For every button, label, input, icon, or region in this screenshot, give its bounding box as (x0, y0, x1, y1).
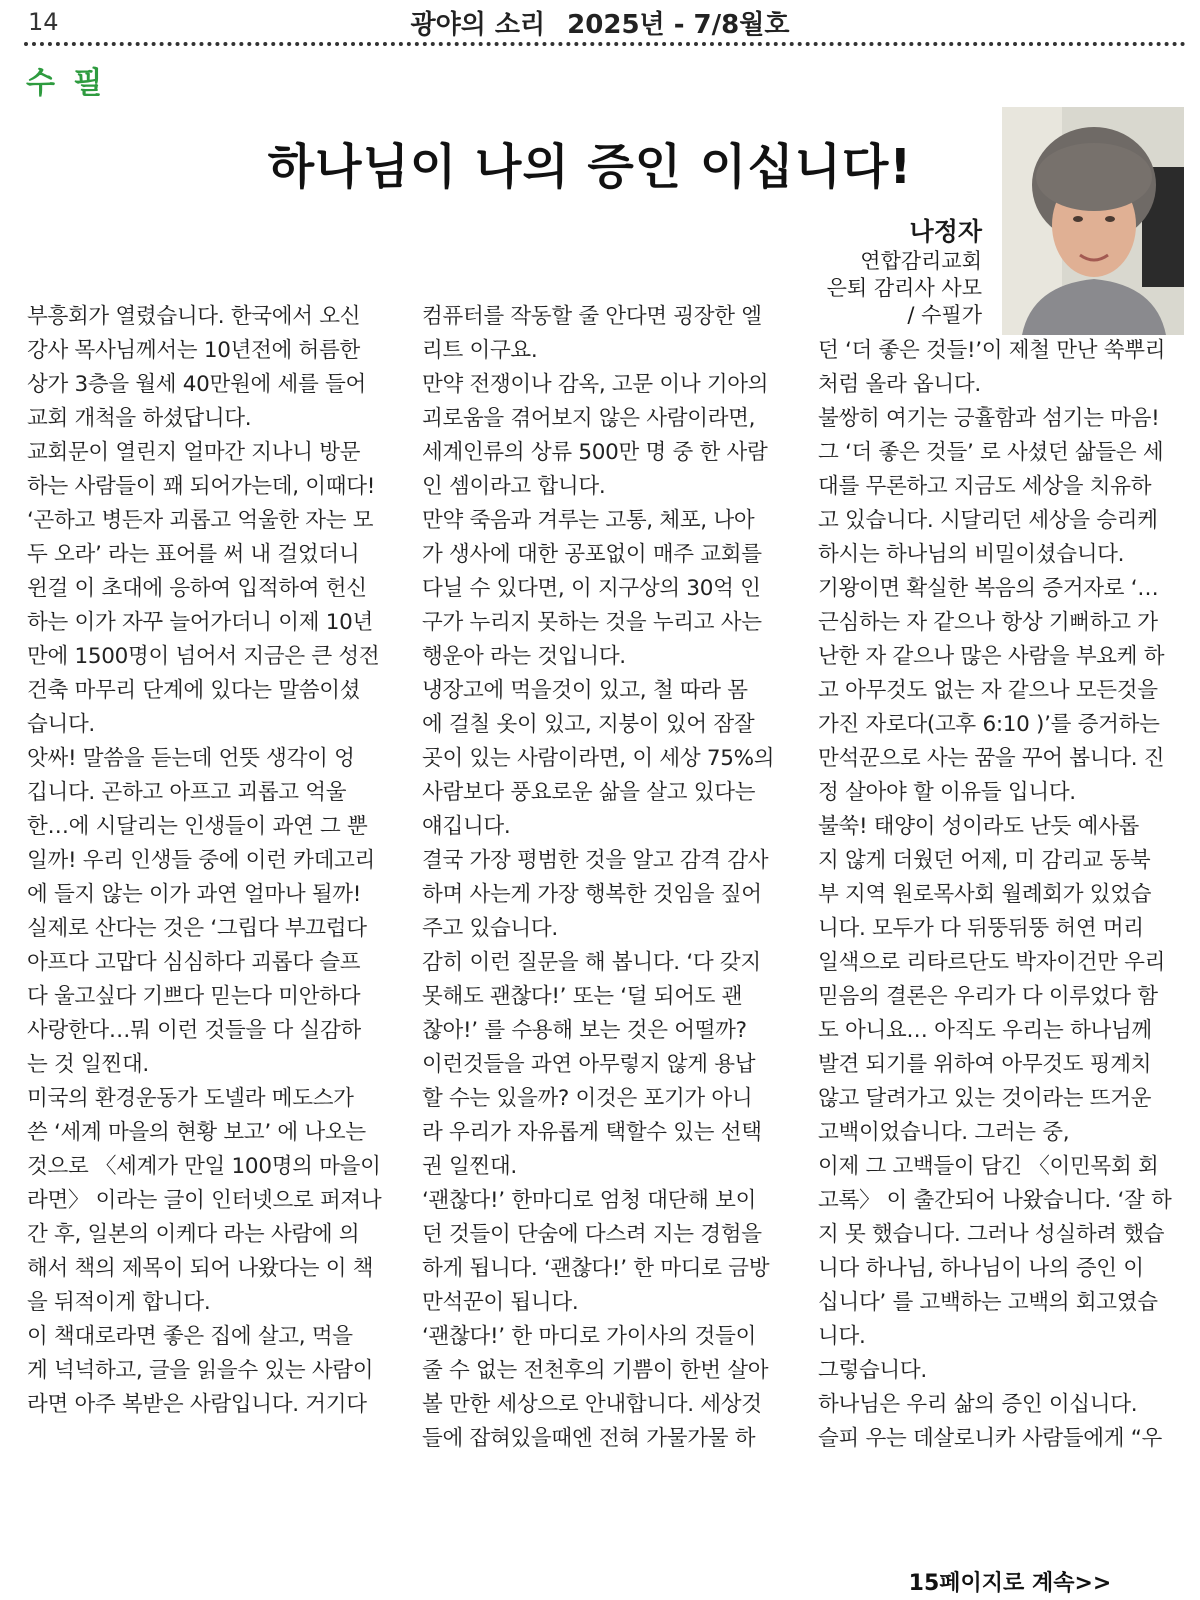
author-name: 나정자 (909, 217, 982, 246)
paragraph: 교회문이 열린지 얼마간 지나니 방문 하는 사람들이 꽤 되어가는데, 이때다! ‘곤하고 병든자 괴롭고 억울한 자는 모 두 오라’ 라는 표어를 써 내 걸었더니 윈걸 이 초대에 응하여 입적하여 헌신 하는 이가 자꾸 늘어가더니 이제 10년 만에 1500명이 넘어서 지금은 큰 성전 건축 마무리 단계에 있다는 말씀이셨 습니다. (27, 440, 380, 737)
paragraph: 컴퓨터를 작동할 줄 안다면 굉장한 엘 리트 이구요. 만약 전쟁이나 감옥, 고문 이나 기아의 괴로움을 겪어보지 않은 사람이라면, 세계인류의 상류 500만 명 중 한 사람 인 셈이라고 합니다. (422, 304, 769, 499)
paragraph: ‘괜찮다!’ 한마디로 엄청 대단해 보이 던 것들이 단숨에 다스려 지는 경험을 하게 됩니다. ‘괜찮다!’ 한 마디로 금방 만석꾼이 됩니다. ‘괜찮다!’ 한 마디로 가이사의 것들이 줄 수 없는 전천후의 기쁨이 한번 살아 볼 만한 세상으로 안내합니다. 세상것 들에 잡혀있을때엔 전혀 가물가물 하 (422, 1188, 770, 1451)
author-affiliation: 연합감리교회 (860, 249, 982, 273)
article-title: 하나님이 나의 증인 이십니다! (267, 139, 913, 195)
paragraph: 만약 죽음과 겨루는 고통, 체포, 나아 가 생사에 대한 공포없이 매주 교회를 다닐 수 있다면, 이 지구상의 30억 인 구가 누리지 못하는 것을 누리고 사는 행운아 라는 것입니다. (422, 508, 762, 669)
author-title: 은퇴 감리사 사모 (826, 276, 982, 300)
paragraph: 앗싸! 말씀을 듣는데 언뜻 생각이 엉 깁니다. 곤하고 아프고 괴롭고 억울 한…에 시달리는 인생들이 과연 그 뿐 일까! 우리 인생들 중에 이런 카데고리 에 들지 않는 이가 과연 얼마나 될까! (27, 746, 376, 907)
paragraph: 불쑥! 태양이 성이라도 난듯 예사롭 지 않게 더웠던 어제, 미 감리교 동북 부 지역 원로목사회 월례회가 있었습 니다. 모두가 다 뒤뚱뒤뚱 허연 머리 일색으로 리타르단도 박자이건만 우리 믿음의 결론은 우리가 다 이루었다 함 도 아니요… 아직도 우리는 하나님께 발견 되기를 위하여 아무것도 핑계치 않고 달려가고 있는 것이라는 뜨거운 고백이었습니다. 그러는 중, 이제 그 고백들이 담긴 〈이민목회 회 고록〉 이 출간되어 나왔습니다. ‘잘 하 지 못 했습니다. 그러나 성실하려 했습 니다 하나님, 하나님이 나의 증인 이 십니다’ 를 고백하는 고백의 회고였습 니다. 그렇습니다. 하나님은 우리 삶의 증인 이십니다. 슬피 우는 데살로니카 사람들에게 “우 (818, 814, 1172, 1451)
paragraph: 냉장고에 먹을것이 있고, 철 따라 몸 에 걸칠 옷이 있고, 지붕이 있어 잠잘 곳이 있는 사람이라면, 이 세상 75%의 사람보다 풍요로운 삶을 살고 있다는 얘깁니다. 결국 가장 평범한 것을 알고 감격 감사 하며 사는게 가장 행복한 것임을 짚어 주고 있습니다. (422, 678, 775, 941)
article-column-1 (27, 300, 395, 1422)
paragraph: 던 ‘더 좋은 것들!’이 제철 만난 쑥뿌리 처럼 올라 옵니다. (818, 338, 1166, 397)
page-number: 14 (28, 8, 59, 36)
author-photo (1002, 107, 1184, 335)
publication-name: 광야의 소리 (410, 10, 546, 40)
author-info (827, 216, 982, 329)
header-divider (24, 42, 1186, 46)
paragraph: 실제로 산다는 것은 ‘그립다 부끄럽다 아프다 고맙다 심심하다 괴롭다 슬프 다 울고싶다 기쁘다 믿는다 미안하다 사랑한다…뭐 이런 것들을 다 실감하 는 것 일찐대. (27, 916, 367, 1077)
issue-label: 2025년 - 7/8월호 (567, 10, 790, 40)
continued-link[interactable]: 15페이지로 계속>> (908, 1571, 1112, 1596)
paragraph: 기왕이면 확실한 복음의 증거자로 ‘… 근심하는 자 같으나 항상 기뻐하고 가 난한 자 같으나 많은 사람을 부요케 하 고 아무것도 없는 자 같으나 모든것을 가진 자로다(고후 6:10 )’를 증거하는 만석꾼으로 사는 꿈을 꾸어 봅니다. 진 정 살아야 할 이유들 입니다. (818, 576, 1165, 805)
page-header (0, 4, 1200, 41)
paragraph: 불쌍히 여기는 긍휼함과 섬기는 마음! 그 ‘더 좋은 것들’ 로 사셨던 삶들은 세 대를 무론하고 지금도 세상을 치유하 고 있습니다. 시달리던 세상을 승리케 하시는 하나님의 비밀이셨습니다. (818, 406, 1164, 567)
paragraph: 감히 이런 질문을 해 봅니다. ‘다 갖지 못해도 괜찮다!’ 또는 ‘덜 되어도 괜 찮아!’ 를 수용해 보는 것은 어떨까? 이런것들을 과연 아무렇지 않게 용납 할 수는 있을까? 이것은 포기가 아니 라 우리가 자유롭게 택할수 있는 선택 권 일찐대. (422, 950, 762, 1179)
article-column-2 (422, 300, 790, 1456)
section-label: 수 필 (26, 66, 107, 101)
author-role: / 수필가 (907, 303, 982, 327)
paragraph: 이 책대로라면 좋은 집에 살고, 먹을 게 넉넉하고, 글을 읽을수 있는 사람이 라면 아주 복받은 사람입니다. 거기다 (27, 1324, 374, 1417)
paragraph: 미국의 환경운동가 도넬라 메도스가 쓴 ‘세계 마을의 현황 보고’ 에 나오는 것으로 〈세계가 만일 100명의 마을이 라면〉 이라는 글이 인터넷으로 퍼져나 간 후, 일본의 이케다 라는 사람에 의 해서 책의 제목이 되어 나왔다는 이 책 을 뒤적이게 합니다. (27, 1086, 382, 1315)
article-column-3 (818, 334, 1186, 1456)
paragraph: 부흥회가 열렸습니다. 한국에서 오신 강사 목사님께서는 10년전에 허름한 상가 3층을 월세 40만원에 세를 들어 교회 개척을 하셨답니다. (27, 304, 366, 431)
